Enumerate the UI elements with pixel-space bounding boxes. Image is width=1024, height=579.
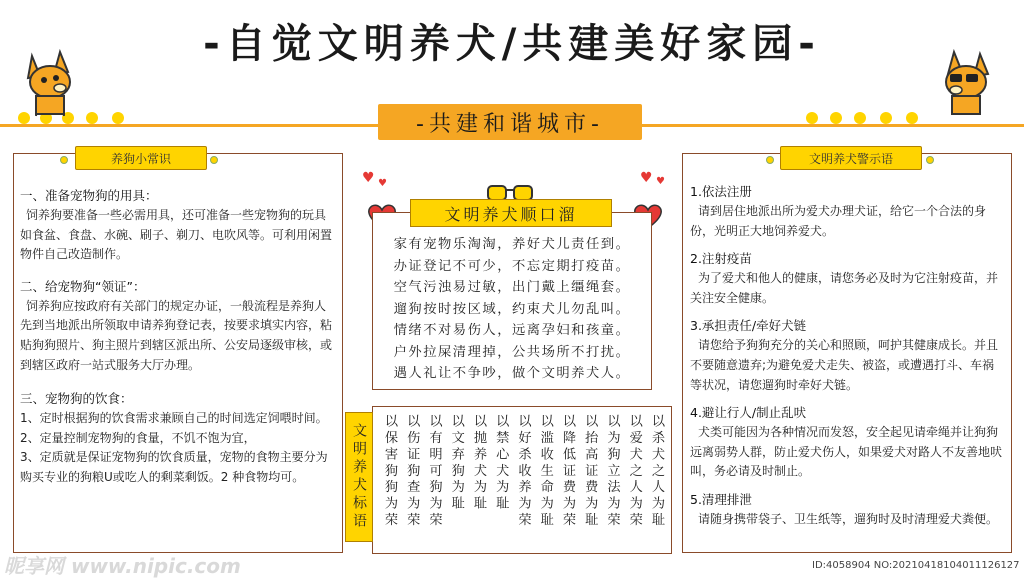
section-heading: 二、给宠物狗“领证”： bbox=[20, 278, 146, 294]
poem-line: 空气污浊易过敏，出门戴上缰绳套。 bbox=[393, 280, 631, 295]
poem-title: 文明养犬顺口溜 bbox=[410, 199, 612, 227]
watermark-logo: 昵享网 www.nipic.com bbox=[4, 554, 241, 578]
slogan-columns bbox=[380, 414, 666, 550]
banner: -共建和谐城市- bbox=[378, 104, 642, 140]
poem-line: 户外拉屎清理掉，公共场所不打扰。 bbox=[393, 344, 631, 360]
slogan-column: 以杀犬之人为耻 bbox=[649, 414, 664, 529]
section-heading: 3.承担责任/牵好犬链 bbox=[690, 318, 807, 334]
decor-dot bbox=[112, 112, 124, 124]
slogan-title: 文明养犬标语 bbox=[345, 412, 373, 542]
decor-dot bbox=[806, 112, 818, 124]
page-title: -自觉文明养犬/共建美好家园- bbox=[203, 21, 821, 67]
heart-icon: ♥ bbox=[362, 170, 375, 186]
slogan-column: 以禁心犬为耻 bbox=[493, 414, 509, 513]
left-panel-tag: 养狗小常识 bbox=[75, 146, 207, 170]
poem-lines bbox=[372, 234, 652, 385]
slogan-column: 以有明可狗为荣 bbox=[426, 414, 442, 529]
tag-dot bbox=[766, 156, 774, 164]
tag-dot bbox=[210, 156, 218, 164]
right-panel-tag: 文明养犬警示语 bbox=[780, 146, 922, 170]
slogan-column: 以文弃狗为耻 bbox=[448, 414, 464, 513]
section-heading: 一、准备宠物狗的用具： bbox=[20, 188, 158, 203]
slogan-column: 以滥收生命为耻 bbox=[537, 414, 553, 529]
heart-icon: ♥ bbox=[640, 170, 653, 186]
section-body: 请到居住地派出所为爱犬办理犬证，给它一个合法的身份，光明正大地饲养爱犬。 bbox=[690, 204, 987, 238]
poem-line: 家有宠物乐淘淘，养好犬儿责任到。 bbox=[393, 237, 631, 252]
section-heading: 三、宠物狗的饮食： bbox=[20, 391, 133, 407]
decor-dot bbox=[830, 112, 842, 124]
slogan-column: 以降低证费为荣 bbox=[560, 414, 575, 529]
poem-line: 遇人礼让不争吵，做个文明养犬人。 bbox=[393, 366, 631, 381]
decor-dot bbox=[906, 112, 918, 124]
poem-line: 办证登记不可少，不忘定期打疫苗。 bbox=[393, 258, 631, 274]
dog-mascot-icon bbox=[20, 48, 80, 118]
heart-icon: ♥ bbox=[656, 176, 665, 187]
tag-dot bbox=[60, 156, 68, 164]
watermark-id: ID:4058904 NO:20210418104011126127 bbox=[812, 560, 1020, 571]
poem-line: 情绪不对易伤人，远离孕妇和孩童。 bbox=[393, 323, 631, 338]
slogan-column: 以保害狗狗为荣 bbox=[382, 414, 397, 529]
left-content bbox=[20, 186, 336, 488]
section-heading: 2.注射疫苗 bbox=[690, 251, 752, 267]
section-body: 为了爱犬和他人的健康，请您务必及时为它注射疫苗，并关注安全健康。 bbox=[690, 271, 999, 305]
dog-mascot-icon bbox=[936, 48, 996, 118]
tag-dot bbox=[926, 156, 934, 164]
section-body: 1、定时根据狗的饮食需求兼顾自己的时间选定饲喂时间。 2、定量控制宠物狗的食量，不饥不饱为宜， 3、定质就是保证宠物狗的饮食质量，宠物的食物主要分为 购买专业的狗粮U或吃人的剩菜剩饭。2 种食物均可。 bbox=[20, 411, 328, 484]
slogan-column: 以好杀收养为荣 bbox=[515, 414, 531, 529]
slogan-column: 以为狗立法为荣 bbox=[604, 414, 620, 529]
decor-dot bbox=[854, 112, 866, 124]
slogan-column: 以抬高证费为耻 bbox=[582, 414, 598, 529]
poem-line: 遛狗按时按区域，约束犬儿勿乱叫。 bbox=[393, 301, 631, 317]
section-heading: 4.避让行人/制止乱吠 bbox=[690, 405, 807, 421]
slogan-column: 以爱犬之人为荣 bbox=[626, 414, 642, 529]
section-body: 饲养狗应按政府有关部门的规定办证，一般流程是养狗人先到当地派出所领取申请养狗登记表，按要求填实内容，粘贴狗狗照片、狗主照片到辖区派出所、公安局逐级审核，或到辖区政府一站式服务大厅办理。 bbox=[20, 298, 333, 372]
right-content bbox=[690, 182, 1006, 530]
section-body: 饲养狗要准备一些必需用具，还可准备一些宠物狗的玩具如食盆、食盘、水碗、刷子、剃刀、电吹风等。可利用闲置物件自己改造制作。 bbox=[20, 208, 333, 262]
section-body: 请您给予狗狗充分的关心和照顾，呵护其健康成长。并且不要随意遗弃;为避免爱犬走失、被盗，或遭遇打斗、车祸等状况，请您遛狗时牵好犬链。 bbox=[690, 338, 999, 392]
slogan-column: 以伤证狗查为荣 bbox=[404, 414, 420, 529]
decor-dot bbox=[880, 112, 892, 124]
decor-dot bbox=[86, 112, 98, 124]
section-heading: 5.清理排泄 bbox=[690, 491, 752, 507]
slogan-column: 以抛养犬为耻 bbox=[471, 414, 486, 513]
section-heading: 1.依法注册 bbox=[690, 184, 752, 199]
section-body: 犬类可能因为各种情况而发怒，安全起见请牵绳并让狗狗远离弱势人群，防止爱犬伤人，如果爱犬对路人不友善地吠叫，务必请及时制止。 bbox=[690, 425, 1003, 479]
heart-icon: ♥ bbox=[378, 178, 387, 189]
section-body: 请随身携带袋子、卫生纸等，遛狗时及时清理爱犬粪便。 bbox=[698, 511, 999, 526]
